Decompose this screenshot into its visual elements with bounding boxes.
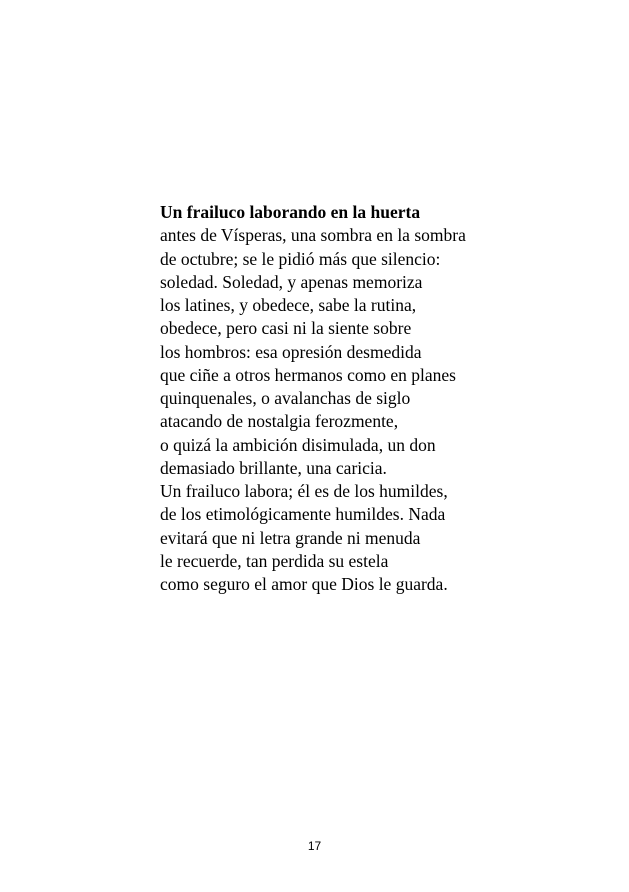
poem-line: obedece, pero casi ni la siente sobre [160, 318, 412, 339]
poem-line: le recuerde, tan perdida su estela [160, 550, 389, 571]
poem-title: Un frailuco laborando en la huerta [160, 202, 421, 222]
poem-line: Un frailuco labora; él es de los humildes, [160, 481, 448, 501]
poem-line: evitará que ni letra grande ni menuda [160, 527, 421, 548]
poem-line: quinquenales, o avalanchas de siglo [160, 388, 411, 408]
poem-line: de los etimológicamente humildes. Nada [160, 504, 446, 525]
poem-line: de octubre; se le pidió más que silencio: [160, 248, 441, 269]
poem-line: que ciñe a otros hermanos como en planes [160, 364, 456, 385]
poem-line: demasiado brillante, una caricia. [160, 457, 387, 478]
poem [160, 201, 600, 596]
poem-line: soledad. Soledad, y apenas memoriza [160, 271, 423, 292]
poem-line: los latines, y obedece, sabe la rutina, [160, 295, 417, 315]
poem-line: o quizá la ambición disimulada, un don [160, 434, 436, 455]
poem-line: antes de Vísperas, una sombra en la sombra [160, 225, 466, 246]
page-number: 17 [307, 839, 322, 853]
poem-line: los hombros: esa opresión desmedida [160, 341, 422, 362]
poem-line: como seguro el amor que Dios le guarda. [160, 574, 448, 594]
poem-line: atacando de nostalgia ferozmente, [160, 411, 399, 432]
